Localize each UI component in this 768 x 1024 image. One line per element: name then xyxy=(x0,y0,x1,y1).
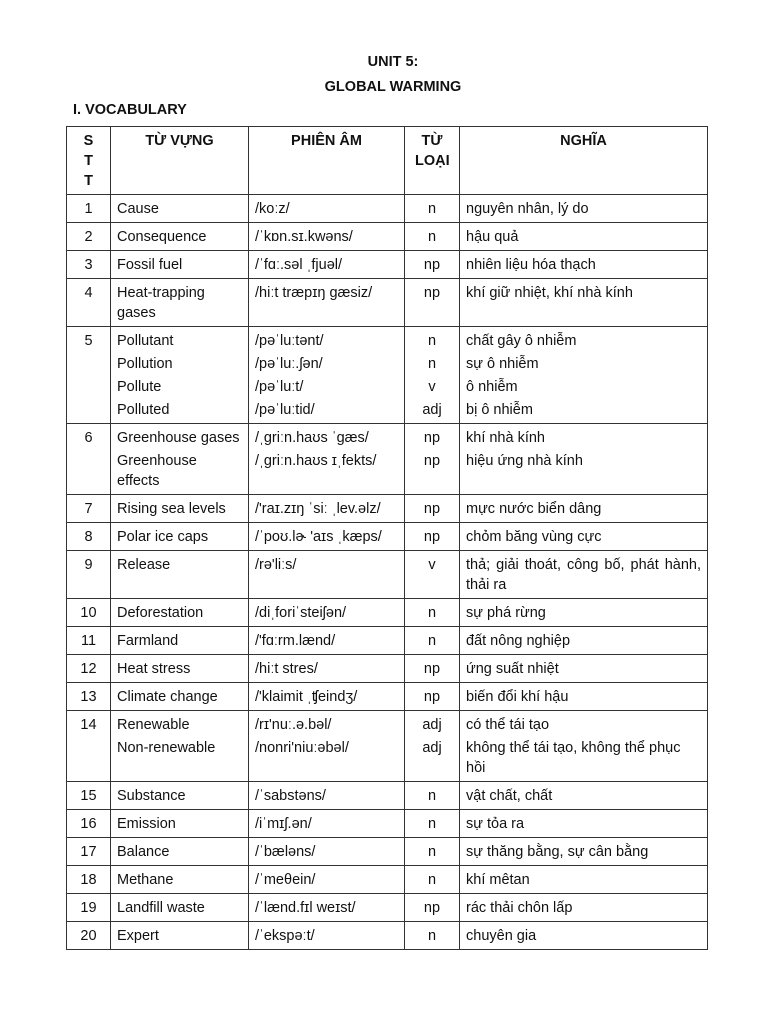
part-of-speech-cell xyxy=(405,655,460,683)
vietnamese-meaning-cell xyxy=(460,223,708,251)
phonetic-transcription-cell xyxy=(249,551,405,599)
part-of-speech: n xyxy=(427,605,437,621)
vietnamese-meaning: chuyên gia xyxy=(466,928,537,944)
part-of-speech: n xyxy=(427,333,437,349)
phonetic-transcription: /pəˈluːtənt/ xyxy=(255,333,324,349)
vietnamese-meaning: không thể tái tạo, không thể phục hồi xyxy=(466,740,681,776)
vietnamese-meaning-cell xyxy=(460,599,708,627)
phonetic-transcription: /ˈsabstəns/ xyxy=(255,788,326,804)
vietnamese-meaning: rác thải chôn lấp xyxy=(466,900,573,916)
vietnamese-meaning: sự phá rừng xyxy=(466,605,546,621)
vocab-word: Polluted xyxy=(117,402,170,418)
vocab-word-cell xyxy=(111,782,249,810)
part-of-speech: np xyxy=(423,430,441,446)
phonetic-transcription: /pəˈluːtid/ xyxy=(255,402,315,418)
row-number: 14 xyxy=(67,711,111,782)
row-number: 17 xyxy=(67,838,111,866)
vietnamese-meaning-cell xyxy=(460,810,708,838)
row-number: 12 xyxy=(67,655,111,683)
vietnamese-meaning: đất nông nghiệp xyxy=(466,633,571,649)
table-row xyxy=(67,195,708,223)
phonetic-transcription: /ˌɡriːn.haʊs ɪˌfekts/ xyxy=(255,453,377,469)
row-number: 18 xyxy=(67,866,111,894)
table-row xyxy=(67,810,708,838)
phonetic-transcription-cell xyxy=(249,655,405,683)
part-of-speech-cell xyxy=(405,523,460,551)
phonetic-transcription: /pəˈluːt/ xyxy=(255,379,304,395)
vietnamese-meaning: thả; giải thoát, công bố, phát hành, thải ra xyxy=(466,557,701,593)
vocab-word: Fossil fuel xyxy=(117,257,183,273)
part-of-speech-cell xyxy=(405,251,460,279)
part-of-speech-cell xyxy=(405,223,460,251)
table-row xyxy=(67,327,708,424)
phonetic-transcription: /iˈmɪʃ.ən/ xyxy=(255,816,312,832)
vietnamese-meaning-cell xyxy=(460,838,708,866)
vocab-word: Pollution xyxy=(117,356,173,372)
vocab-word-cell xyxy=(111,838,249,866)
table-row xyxy=(67,655,708,683)
table-row xyxy=(67,424,708,495)
phonetic-transcription-cell xyxy=(249,683,405,711)
vocab-word: Greenhouse effects xyxy=(117,453,197,489)
table-header-row xyxy=(67,127,708,195)
vietnamese-meaning-cell xyxy=(460,424,708,495)
vocab-word-cell xyxy=(111,195,249,223)
part-of-speech-cell xyxy=(405,866,460,894)
row-number: 6 xyxy=(67,424,111,495)
vocab-word-cell xyxy=(111,866,249,894)
part-of-speech: np xyxy=(423,501,441,517)
phonetic-transcription-cell xyxy=(249,711,405,782)
part-of-speech-cell xyxy=(405,810,460,838)
part-of-speech: np xyxy=(423,689,441,705)
vocabulary-table xyxy=(66,126,708,950)
vocab-word-cell xyxy=(111,599,249,627)
row-number: 1 xyxy=(67,195,111,223)
phonetic-transcription: /pəˈluː.ʃən/ xyxy=(255,356,323,372)
vietnamese-meaning-cell xyxy=(460,551,708,599)
part-of-speech: n xyxy=(427,633,437,649)
part-of-speech: np xyxy=(423,900,441,916)
phonetic-transcription: /ˈekspəːt/ xyxy=(255,928,315,944)
vietnamese-meaning-cell xyxy=(460,894,708,922)
vocab-word-cell xyxy=(111,627,249,655)
vocab-word: Consequence xyxy=(117,229,207,245)
header-phonetic: PHIÊN ÂM xyxy=(249,127,405,195)
phonetic-transcription-cell xyxy=(249,523,405,551)
part-of-speech: v xyxy=(428,379,436,395)
row-number: 9 xyxy=(67,551,111,599)
vietnamese-meaning: khí giữ nhiệt, khí nhà kính xyxy=(466,285,633,301)
phonetic-transcription-cell xyxy=(249,838,405,866)
table-body xyxy=(67,195,708,950)
vocab-word-cell xyxy=(111,711,249,782)
phonetic-transcription: /'raɪ.zɪŋ ˈsiː ˌlev.əlz/ xyxy=(255,501,381,517)
part-of-speech: adj xyxy=(422,740,442,756)
vocab-word-cell xyxy=(111,894,249,922)
row-number: 19 xyxy=(67,894,111,922)
vocab-word-cell xyxy=(111,279,249,327)
table-row xyxy=(67,866,708,894)
part-of-speech: n xyxy=(427,844,437,860)
row-number: 5 xyxy=(67,327,111,424)
phonetic-transcription-cell xyxy=(249,327,405,424)
part-of-speech-cell xyxy=(405,683,460,711)
vocab-word-cell xyxy=(111,327,249,424)
vocab-word-cell xyxy=(111,551,249,599)
vocab-word-cell xyxy=(111,495,249,523)
part-of-speech: n xyxy=(427,356,437,372)
vietnamese-meaning: khí nhà kính xyxy=(466,430,545,446)
vietnamese-meaning-cell xyxy=(460,327,708,424)
row-number: 2 xyxy=(67,223,111,251)
part-of-speech: n xyxy=(427,788,437,804)
vietnamese-meaning: sự ô nhiễm xyxy=(466,356,539,372)
vietnamese-meaning-cell xyxy=(460,195,708,223)
part-of-speech-cell xyxy=(405,599,460,627)
phonetic-transcription: /hiːt stres/ xyxy=(255,661,318,677)
table-row xyxy=(67,711,708,782)
vocab-word: Release xyxy=(117,557,171,573)
part-of-speech: n xyxy=(427,201,437,217)
vietnamese-meaning: ứng suất nhiệt xyxy=(466,661,559,677)
part-of-speech-cell xyxy=(405,495,460,523)
phonetic-transcription-cell xyxy=(249,195,405,223)
phonetic-transcription: /'fɑːrm.lænd/ xyxy=(255,633,336,649)
part-of-speech-cell xyxy=(405,782,460,810)
vocab-word: Pollute xyxy=(117,379,162,395)
vocab-word: Balance xyxy=(117,844,170,860)
unit-subtitle: GLOBAL WARMING xyxy=(324,79,462,95)
phonetic-transcription: /ˈbæləns/ xyxy=(255,844,316,860)
vocab-word: Emission xyxy=(117,816,176,832)
header-stt: ST T xyxy=(67,127,111,195)
phonetic-transcription: /rɪ'nuː.ə.bəl/ xyxy=(255,717,332,733)
vietnamese-meaning-cell xyxy=(460,279,708,327)
vietnamese-meaning-cell xyxy=(460,523,708,551)
part-of-speech: v xyxy=(428,557,436,573)
part-of-speech: np xyxy=(423,661,441,677)
vocab-word-cell xyxy=(111,251,249,279)
vietnamese-meaning: chỏm băng vùng cực xyxy=(466,529,602,545)
vietnamese-meaning: bị ô nhiễm xyxy=(466,402,533,418)
row-number: 3 xyxy=(67,251,111,279)
table-row xyxy=(67,495,708,523)
table-row xyxy=(67,627,708,655)
vocab-word: Substance xyxy=(117,788,186,804)
vietnamese-meaning: khí mêtan xyxy=(466,872,530,888)
section-heading: I. VOCABULARY xyxy=(73,102,187,118)
phonetic-transcription: /ˈfɑː.səl ˌfjuəl/ xyxy=(255,257,343,273)
phonetic-transcription: /ˈpoʊ.lɚ 'aɪs ˌkæps/ xyxy=(255,529,382,545)
header-pos: TỪ LOẠI xyxy=(405,127,460,195)
vietnamese-meaning: ô nhiễm xyxy=(466,379,518,395)
vocab-word: Greenhouse gases xyxy=(117,430,240,446)
vietnamese-meaning: vật chất, chất xyxy=(466,788,553,804)
table-row xyxy=(67,551,708,599)
phonetic-transcription-cell xyxy=(249,810,405,838)
phonetic-transcription: /ˈlænd.fɪl weɪst/ xyxy=(255,900,356,916)
vocab-word-cell xyxy=(111,655,249,683)
vietnamese-meaning-cell xyxy=(460,922,708,950)
part-of-speech-cell xyxy=(405,894,460,922)
unit-title: UNIT 5: xyxy=(367,54,419,70)
phonetic-transcription-cell xyxy=(249,922,405,950)
phonetic-transcription-cell xyxy=(249,251,405,279)
header-meaning: NGHĨA xyxy=(460,127,708,195)
vietnamese-meaning-cell xyxy=(460,627,708,655)
phonetic-transcription-cell xyxy=(249,279,405,327)
phonetic-transcription-cell xyxy=(249,223,405,251)
phonetic-transcription-cell xyxy=(249,495,405,523)
vocab-word: Farmland xyxy=(117,633,179,649)
vietnamese-meaning: hậu quả xyxy=(466,229,519,245)
phonetic-transcription-cell xyxy=(249,627,405,655)
part-of-speech-cell xyxy=(405,279,460,327)
vietnamese-meaning: nhiên liệu hóa thạch xyxy=(466,257,596,273)
vietnamese-meaning: hiệu ứng nhà kính xyxy=(466,453,583,469)
vocab-word-cell xyxy=(111,523,249,551)
vietnamese-meaning: sự thăng bằng, sự cân bằng xyxy=(466,844,649,860)
table-row xyxy=(67,599,708,627)
vietnamese-meaning-cell xyxy=(460,866,708,894)
vocab-word: Cause xyxy=(117,201,159,217)
vocab-word-cell xyxy=(111,922,249,950)
row-number: 8 xyxy=(67,523,111,551)
part-of-speech-cell xyxy=(405,627,460,655)
phonetic-transcription: /koːz/ xyxy=(255,201,290,217)
vocab-word-cell xyxy=(111,683,249,711)
part-of-speech-cell xyxy=(405,838,460,866)
phonetic-transcription: /ˌɡriːn.haʊs ˈɡæs/ xyxy=(255,430,369,446)
phonetic-transcription-cell xyxy=(249,866,405,894)
part-of-speech-cell xyxy=(405,327,460,424)
table-row xyxy=(67,683,708,711)
table-row xyxy=(67,838,708,866)
part-of-speech: n xyxy=(427,816,437,832)
vocab-word: Climate change xyxy=(117,689,218,705)
phonetic-transcription: /nonri'niuːəbəl/ xyxy=(255,740,349,756)
part-of-speech: np xyxy=(423,285,441,301)
vocab-word: Renewable xyxy=(117,717,190,733)
vocab-word-cell xyxy=(111,223,249,251)
vietnamese-meaning: mực nước biển dâng xyxy=(466,501,602,517)
table-row xyxy=(67,782,708,810)
row-number: 4 xyxy=(67,279,111,327)
row-number: 20 xyxy=(67,922,111,950)
vietnamese-meaning-cell xyxy=(460,655,708,683)
phonetic-transcription-cell xyxy=(249,599,405,627)
table-row xyxy=(67,279,708,327)
vocab-word-cell xyxy=(111,424,249,495)
phonetic-transcription-cell xyxy=(249,424,405,495)
vietnamese-meaning: biến đổi khí hậu xyxy=(466,689,569,705)
part-of-speech: adj xyxy=(422,717,442,733)
vietnamese-meaning-cell xyxy=(460,782,708,810)
vocab-word: Methane xyxy=(117,872,174,888)
vietnamese-meaning: sự tỏa ra xyxy=(466,816,525,832)
row-number: 7 xyxy=(67,495,111,523)
vietnamese-meaning: chất gây ô nhiễm xyxy=(466,333,577,349)
table-row xyxy=(67,251,708,279)
row-number: 11 xyxy=(67,627,111,655)
phonetic-transcription: /rə'liːs/ xyxy=(255,557,297,573)
row-number: 13 xyxy=(67,683,111,711)
vietnamese-meaning: có thể tái tạo xyxy=(466,717,550,733)
vietnamese-meaning-cell xyxy=(460,711,708,782)
phonetic-transcription: /ˈkɒn.sɪ.kwəns/ xyxy=(255,229,353,245)
vocab-word: Landfill waste xyxy=(117,900,205,916)
row-number: 16 xyxy=(67,810,111,838)
part-of-speech: adj xyxy=(422,402,442,418)
part-of-speech-cell xyxy=(405,424,460,495)
part-of-speech-cell xyxy=(405,551,460,599)
vocab-word: Non-renewable xyxy=(117,740,216,756)
part-of-speech: n xyxy=(427,928,437,944)
vietnamese-meaning-cell xyxy=(460,683,708,711)
table-row xyxy=(67,922,708,950)
part-of-speech: n xyxy=(427,229,437,245)
table-row xyxy=(67,223,708,251)
row-number: 15 xyxy=(67,782,111,810)
phonetic-transcription-cell xyxy=(249,894,405,922)
part-of-speech-cell xyxy=(405,711,460,782)
phonetic-transcription: /ˈmeθein/ xyxy=(255,872,316,888)
vocab-word-cell xyxy=(111,810,249,838)
part-of-speech: np xyxy=(423,453,441,469)
phonetic-transcription: /hiːt træpɪŋ gæsiz/ xyxy=(255,285,373,301)
vocab-word: Expert xyxy=(117,928,159,944)
part-of-speech-cell xyxy=(405,922,460,950)
vietnamese-meaning: nguyên nhân, lý do xyxy=(466,201,589,217)
vocab-word: Heat-trapping gases xyxy=(117,285,205,321)
phonetic-transcription-cell xyxy=(249,782,405,810)
vietnamese-meaning-cell xyxy=(460,495,708,523)
vocab-word: Heat stress xyxy=(117,661,191,677)
table-row xyxy=(67,523,708,551)
vocab-word: Polar ice caps xyxy=(117,529,209,545)
part-of-speech: np xyxy=(423,257,441,273)
vocab-word: Deforestation xyxy=(117,605,204,621)
header-word: TỪ VỰNG xyxy=(111,127,249,195)
part-of-speech-cell xyxy=(405,195,460,223)
vocab-word: Pollutant xyxy=(117,333,174,349)
table-row xyxy=(67,894,708,922)
vocab-word: Rising sea levels xyxy=(117,501,226,517)
part-of-speech: np xyxy=(423,529,441,545)
row-number: 10 xyxy=(67,599,111,627)
phonetic-transcription: /'klaimit ˌʧeindʒ/ xyxy=(255,689,358,705)
phonetic-transcription: /diˌforiˈsteiʃən/ xyxy=(255,605,347,621)
part-of-speech: n xyxy=(427,872,437,888)
vietnamese-meaning-cell xyxy=(460,251,708,279)
